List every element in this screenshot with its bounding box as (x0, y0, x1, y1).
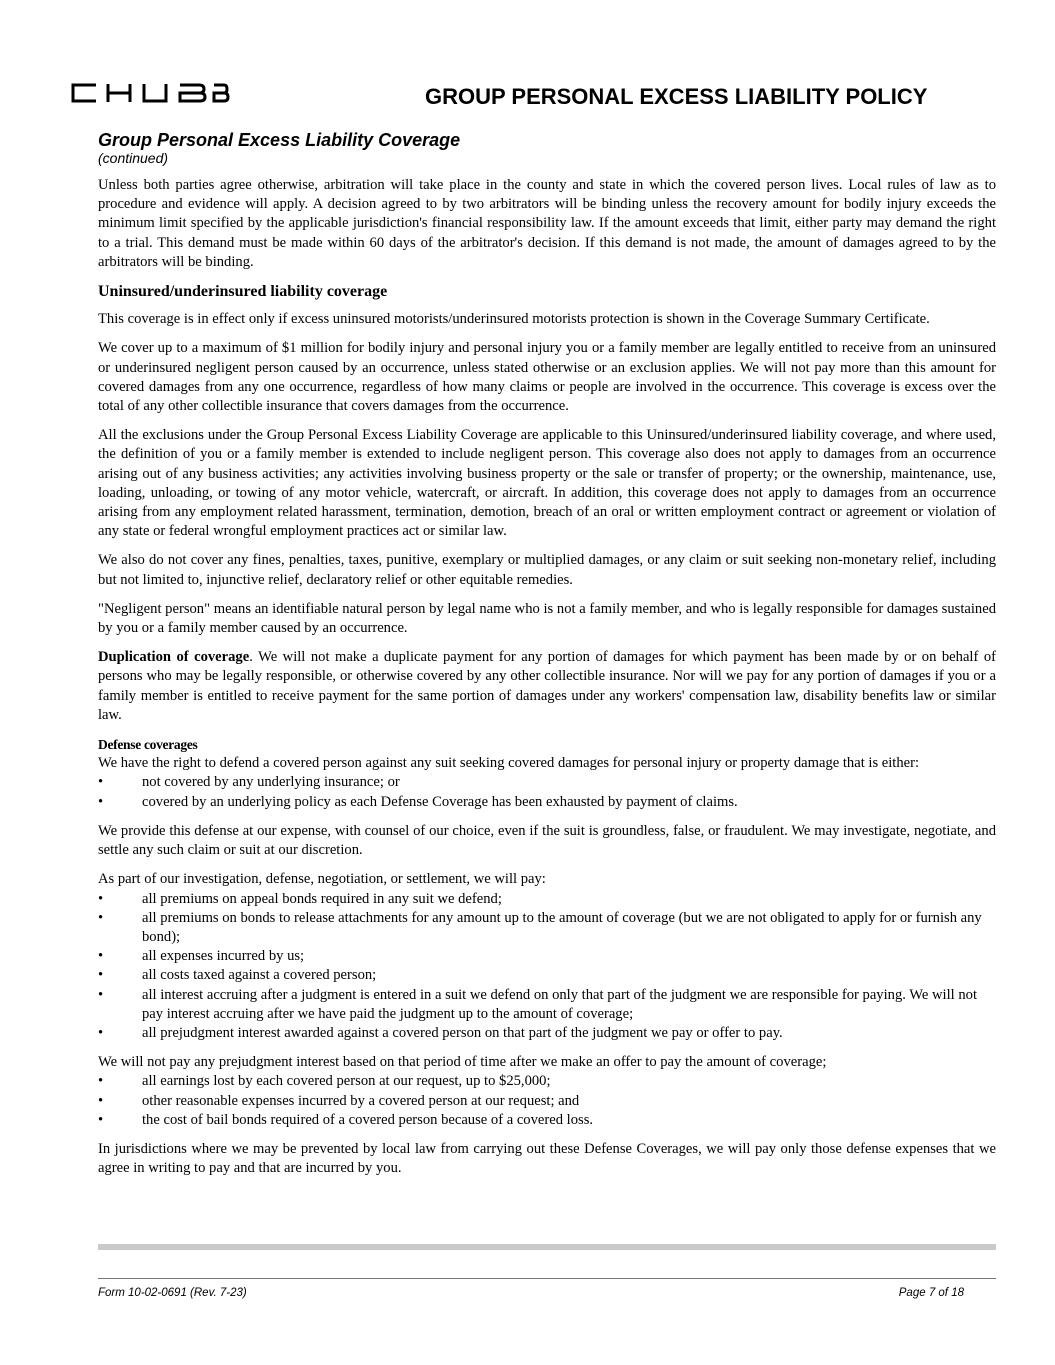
paragraph-we-will-pay: As part of our investigation, defense, negotiation, or settlement, we will pay: (98, 871, 546, 888)
list-item: • all premiums on bonds to release attachments for any amount up to the amount of coverage (but we are not obligated to apply for or furnish any bond); (98, 909, 982, 945)
list-item: • other reasonable expenses incurred by a covered person at our request; and (98, 1092, 996, 1111)
paragraph-coverage-maximum: We cover up to a maximum of $1 million for bodily injury and personal injury you or a family member are legally entitled to receive from an uninsured or underinsured negligent person caused by an occurrence, unless stated otherwise or an exclusion applies. We will not pay more than this amount for covered damages from any one occurrence, regardless of how many claims or people are involved in the occurrence. This coverage is excess over the total of any other collectible insurance that covers damages from the occurrence. (98, 340, 996, 415)
policy-title: GROUP PERSONAL EXCESS LIABILITY POLICY (425, 84, 928, 109)
heading-defense: Defense coverages (98, 737, 198, 753)
paragraph-right-to-defend: We have the right to defend a covered person against any suit seeking covered damages for personal injury or property damage that is either: (98, 755, 920, 772)
list-item: • all interest accruing after a judgment is entered in a suit we defend on only that part of the judgment we are responsible for paying. We will not pay interest accruing after we have paid the judgment up to the amount of coverage; (98, 986, 978, 1022)
paragraph-exclusions: All the exclusions under the Group Personal Excess Liability Coverage are applicable to this Uninsured/underinsured liability coverage, and where used, the definition of you or a family member is extended to include negligent person. This coverage also does not apply to damages from an occurrence arising out of any business activities; any activities involving business property or the sale or transfer of property; or the ownership, maintenance, use, loading, unloading, or towing of any motor vehicle, watercraft, or aircraft. In addition, this coverage does not apply to damages from an occurrence arising from any employment related harassment, termination, demotion, breach of an oral or written employment contract or agreement or violation of any state or federal wrongful employment practices act or similar law. (98, 427, 996, 540)
list-item: • covered by an underlying policy as each Defense Coverage has been exhausted by payment of claims. (98, 793, 996, 812)
list-item: • all earnings lost by each covered person at our request, up to $25,000; (98, 1072, 996, 1091)
list-item: • all expenses incurred by us; (98, 947, 996, 966)
bullet: • (98, 793, 104, 810)
bullet: • (98, 1073, 104, 1090)
paragraph-negligent-person: "Negligent person" means an identifiable natural person by legal name who is not a family member, and who is legally responsible for damages sustained by you or a family member caused by an occurrence. (98, 600, 996, 637)
duplication-lead: Duplication of coverage (98, 649, 250, 666)
paragraph-arbitration: Unless both parties agree otherwise, arbitration will take place in the county and state in which the covered person lives. Local rules of law as to procedure and evidence will apply. A decision agreed to by two arbitrators will be binding unless the recovery amount for bodily injury exceeds the minimum limit specified by the applicable jurisdiction's financial responsibility law. If the amount exceeds that limit, either party may demand the right to a trial. This demand must be made within 60 days of the arbitrator's decision. If this demand is not made, the amount of damages agreed to by the arbitrators will be binding. (98, 177, 996, 270)
chubb-logo (68, 80, 238, 106)
paragraph-duplication (98, 648, 996, 725)
bullet: • (98, 909, 104, 926)
paragraph-prejudgment: We will not pay any prejudgment interest based on that period of time after we make an offer to pay the amount of coverage; (98, 1054, 827, 1071)
list-item: • all premiums on appeal bonds required in any suit we defend; (98, 890, 996, 909)
footer-divider (98, 1278, 996, 1279)
section-divider (98, 1244, 996, 1250)
duplication-text: . We will not make a duplicate payment for any portion of damages for which payment has been made by or on behalf of persons who may be legally responsible, or otherwise covered by any other collectible insurance. Nor will we pay for any portion of damages if you or a family member is entitled to receive payment for the same portion of damages under any workers' compensation law, disability benefits law or similar law. (98, 649, 996, 723)
list-item: • all prejudgment interest awarded against a covered person on that part of the judgment we pay or offer to pay. (98, 1024, 996, 1043)
paragraph-coverage-effect: This coverage is in effect only if excess uninsured motorists/underinsured motorists protection is shown in the Coverage Summary Certificate. (98, 311, 930, 328)
bullet: • (98, 1111, 104, 1128)
heading-uninsured: Uninsured/underinsured liability coverage (98, 283, 388, 301)
expense-list (98, 1072, 996, 1130)
list-item: • all costs taxed against a covered person; (98, 966, 996, 985)
bullet: • (98, 890, 104, 907)
section-subtitle: (continued) (98, 150, 169, 166)
defense-list (98, 773, 996, 811)
bullet: • (98, 948, 104, 965)
bullet: • (98, 1024, 104, 1041)
list-item: • not covered by any underlying insurance; or (98, 773, 996, 792)
page-number: Page 7 of 18 (898, 1287, 964, 1299)
paragraph-fines: We also do not cover any fines, penalties, taxes, punitive, exemplary or multiplied damages, or any claim or suit seeking non-monetary relief, including but not limited to, injunctive relief, declaratory relief or other equitable remedies. (98, 552, 996, 588)
paragraph-defense-expense: We provide this defense at our expense, with counsel of our choice, even if the suit is groundless, false, or fraudulent. We may investigate, negotiate, and settle any such claim or suit at our discretion. (98, 822, 996, 859)
form-number: Form 10-02-0691 (Rev. 7-23) (98, 1287, 247, 1299)
list-item: • the cost of bail bonds required of a covered person because of a covered loss. (98, 1111, 996, 1130)
section-title: Group Personal Excess Liability Coverage (98, 130, 461, 150)
payment-list (98, 890, 996, 1044)
policy-body (98, 176, 996, 1188)
bullet: • (98, 967, 104, 984)
bullet: • (98, 986, 104, 1003)
bullet: • (98, 774, 104, 791)
paragraph-jurisdictions: In jurisdictions where we may be prevented by local law from carrying out these Defense Coverages, we will pay only those defense expenses that we agree in writing to pay and that are incurred by you. (98, 1140, 996, 1177)
bullet: • (98, 1092, 104, 1109)
